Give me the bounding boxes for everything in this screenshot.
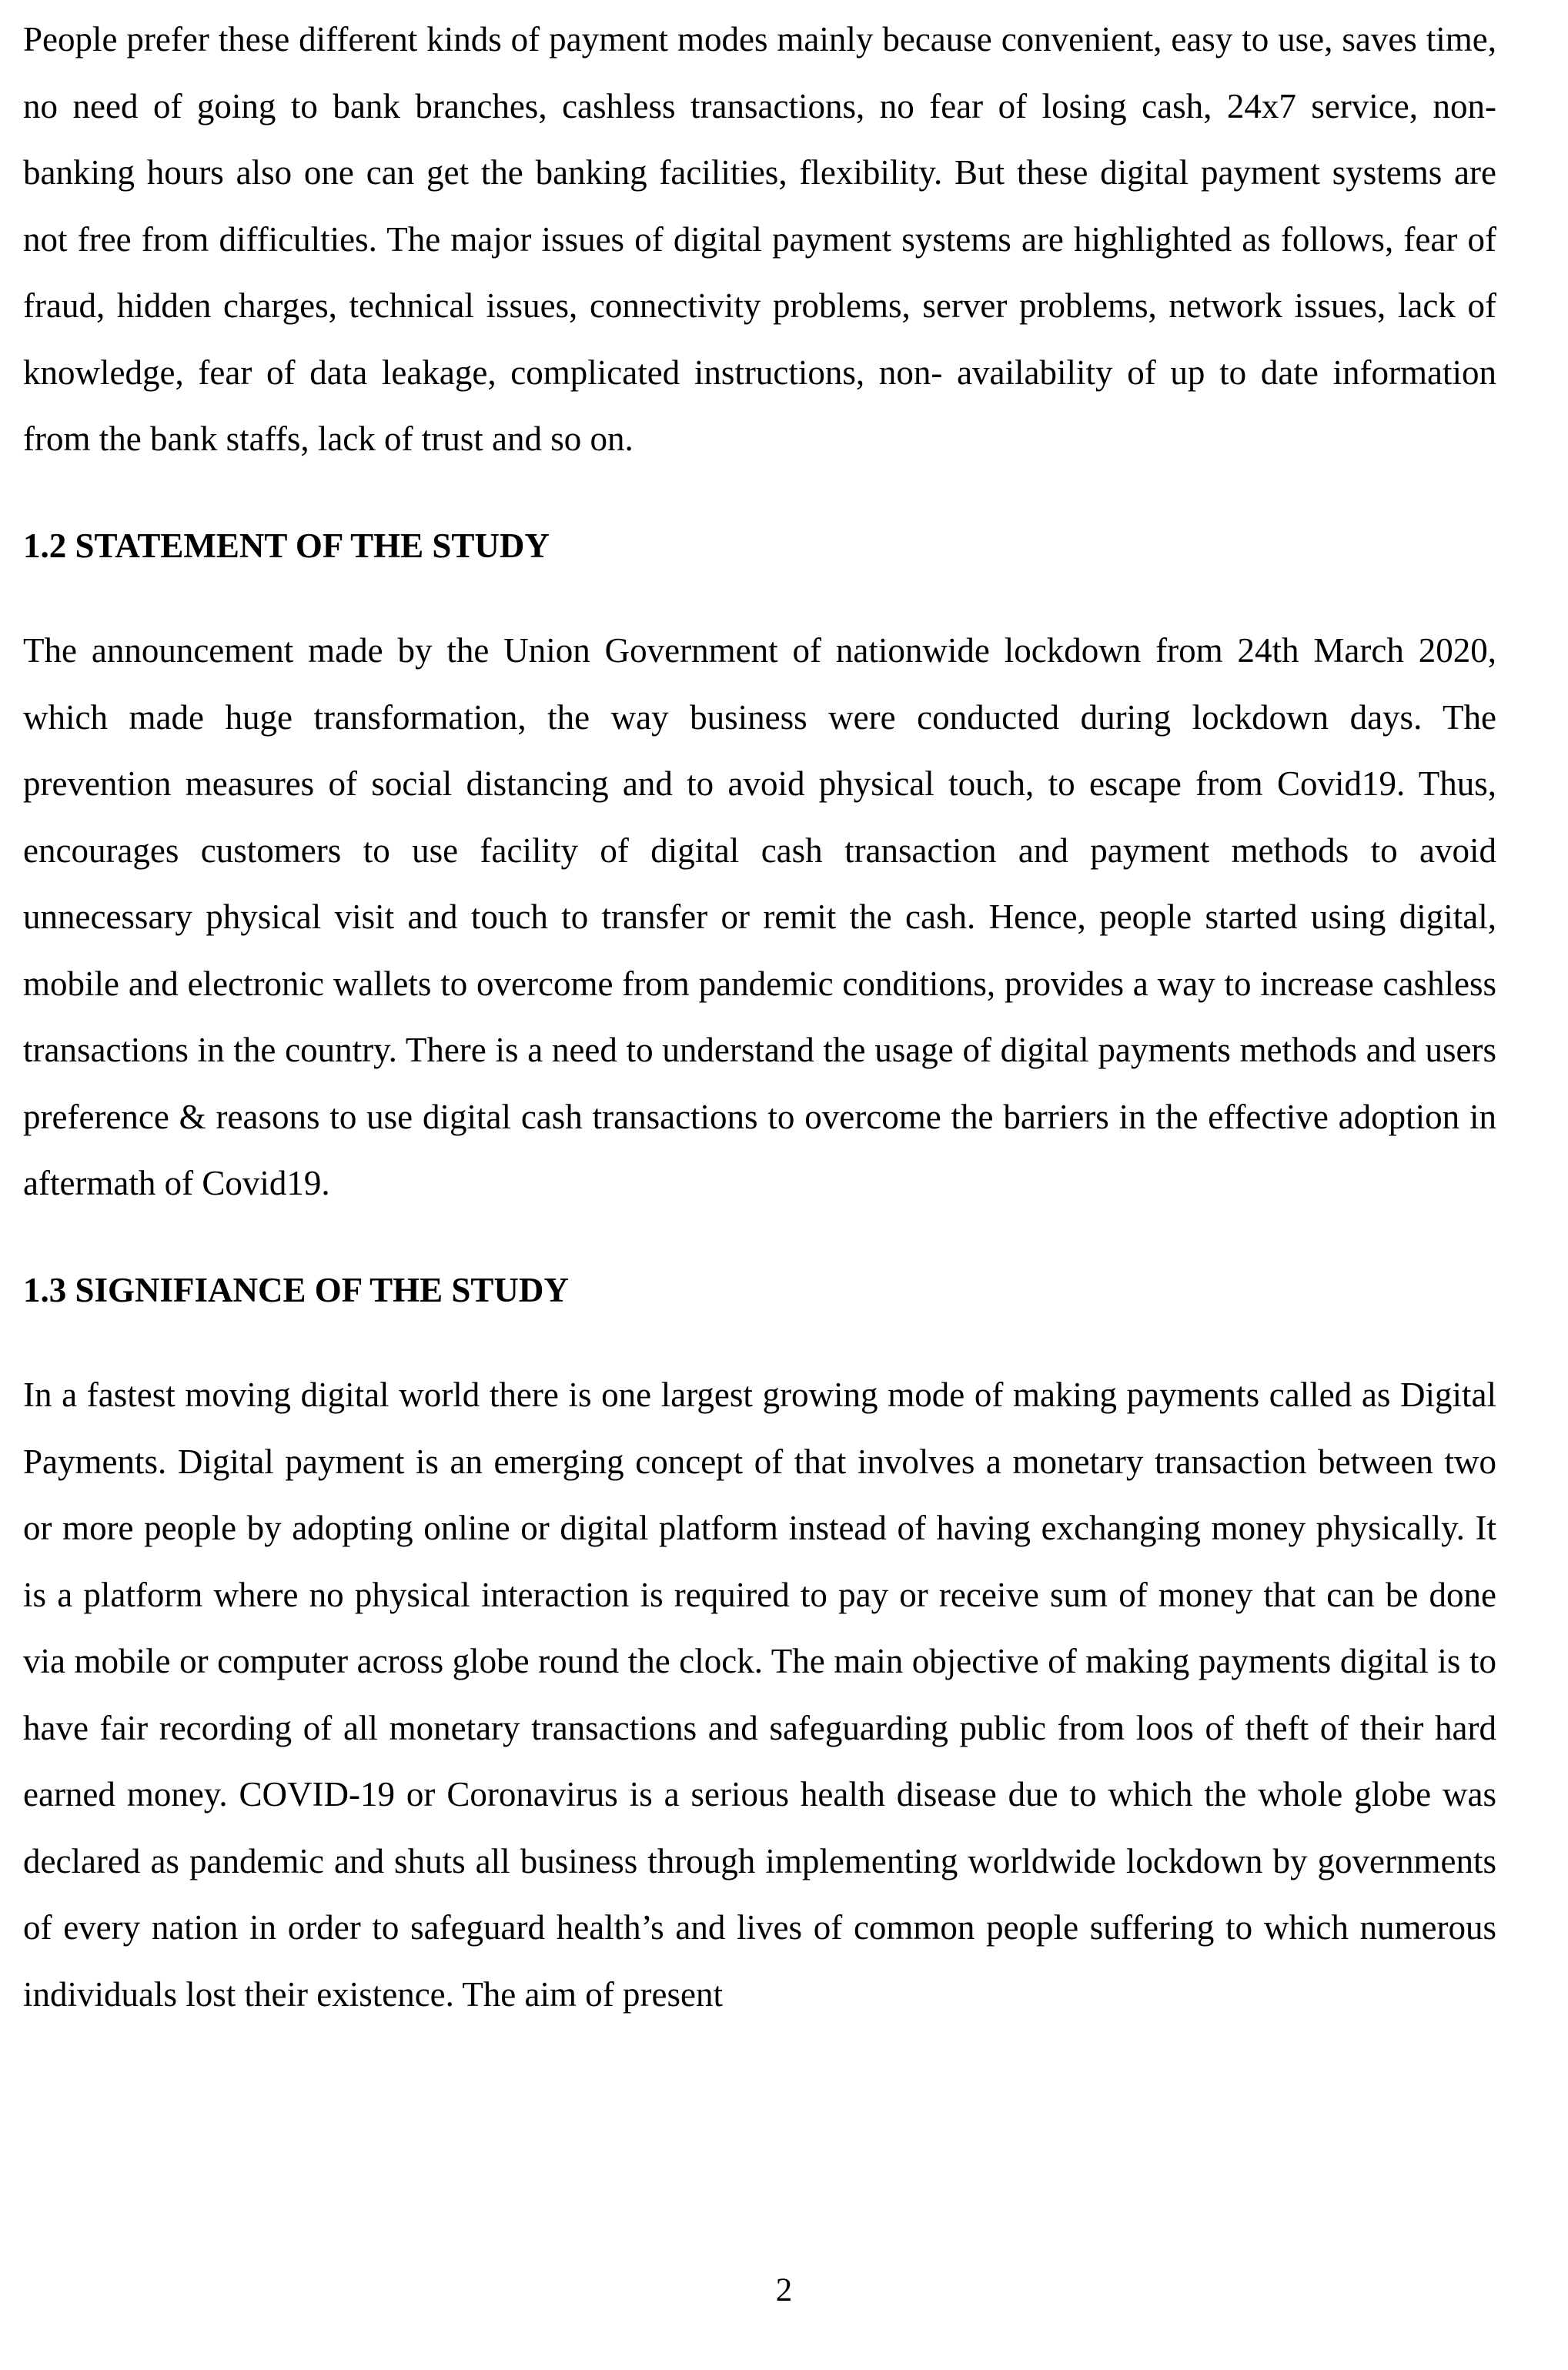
paragraph-gap: [23, 473, 1496, 513]
significance-paragraph: In a fastest moving digital world there is one largest growing mode of making payments called as Digital Payments. Digital payment is an emerging concept of that involves a monetary transaction between two or more people by adopting online or digital platform instead of having exchanging money physically. It is a platform where no physical interaction is required to pay or receive sum of money that can be done via mobile or computer across globe round the clock. The main objective of making payments digital is to have fair recording of all monetary transactions and safeguarding public from loos of theft of their hard earned money. COVID-19 or Coronavirus is a serious health disease due to which the whole globe was declared as pandemic and shuts all business through implementing worldwide lockdown by governments of every nation in order to safeguard health’s and lives of common people suffering to which numerous individuals lost their existence. The aim of present: [23, 1376, 1496, 2014]
page-content: [23, 6, 1496, 2027]
statement-paragraph: The announcement made by the Union Government of nationwide lockdown from 24th March 2020, which made huge transformation, the way business were conducted during lockdown days. The prevention measures of social distancing and to avoid physical touch, to escape from Covid19. Thus, encourages customers to use facility of digital cash transaction and payment methods to avoid unnecessary physical visit and touch to transfer or remit the cash. Hence, people started using digital, mobile and electronic wallets to overcome from pandemic conditions, provides a way to increase cashless transactions in the country. There is a need to understand the usage of digital payments methods and users preference & reasons to use digital cash transactions to overcome the barriers in the effective adoption in aftermath of Covid19.: [23, 631, 1496, 1202]
heading-gap: [23, 1323, 1496, 1362]
paragraph-gap: [23, 1217, 1496, 1257]
intro-paragraph: People prefer these different kinds of payment modes mainly because convenient, easy to use, saves time, no need of going to bank branches, cashless transactions, no fear of losing cash, 24x7 service, non-banking hours also one can get the banking facilities, flexibility. But these digital payment systems are not free from difficulties. The major issues of digital payment systems are highlighted as follows, fear of fraud, hidden charges, technical issues, connectivity problems, server problems, network issues, lack of knowledge, fear of data leakage, complicated instructions, non- availability of up to date information from the bank staffs, lack of trust and so on.: [23, 20, 1496, 458]
heading-gap: [23, 579, 1496, 617]
page-number: 2: [775, 2272, 793, 2308]
section-heading-statement: 1.2 STATEMENT OF THE STUDY: [23, 526, 550, 565]
section-heading-significance: 1.3 SIGNIFIANCE OF THE STUDY: [23, 1270, 569, 1309]
